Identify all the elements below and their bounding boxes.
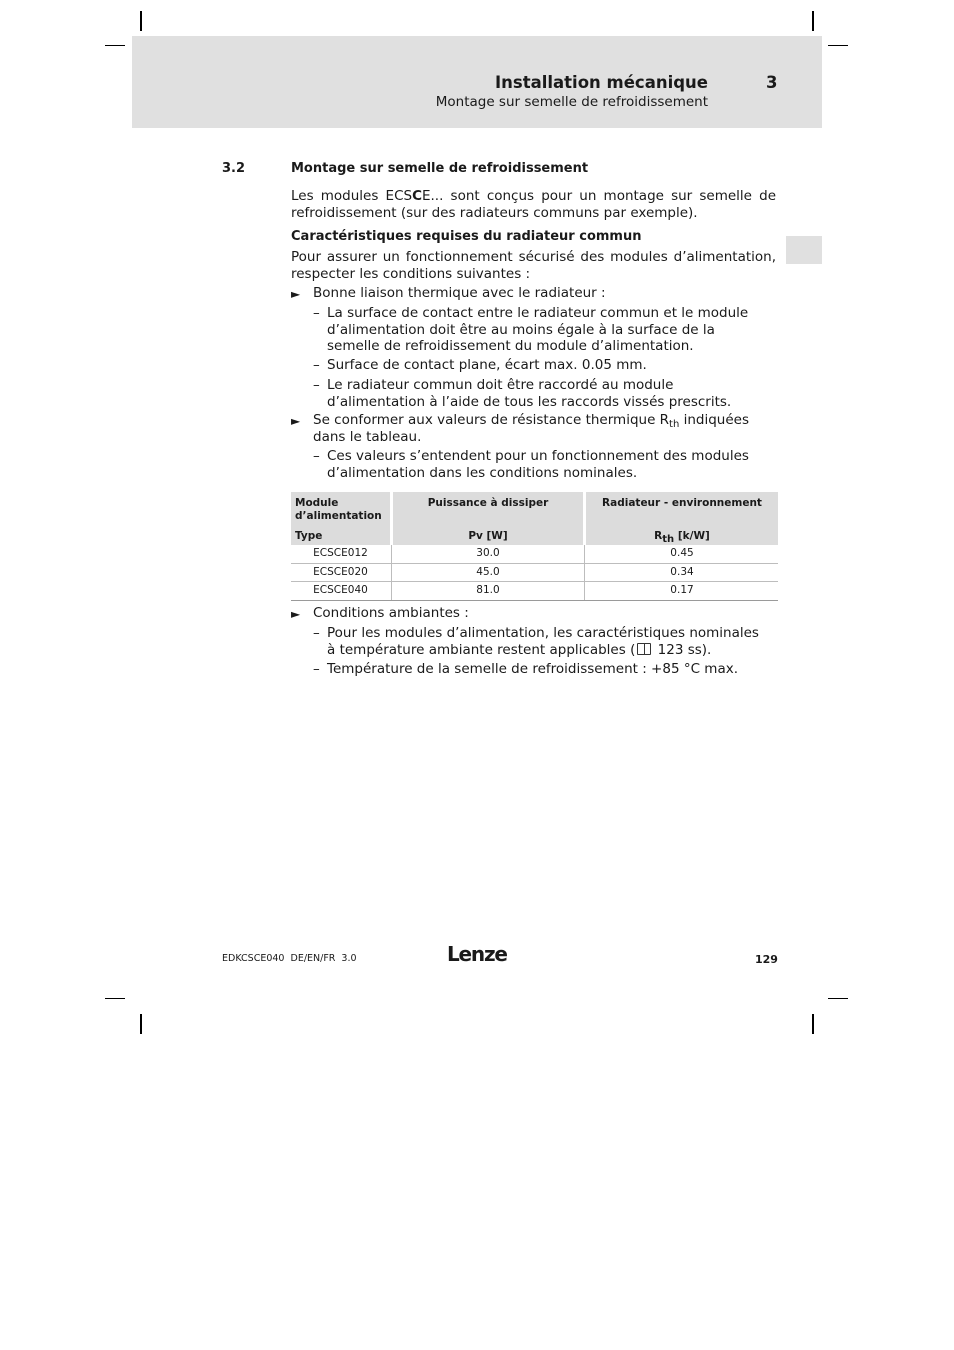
- side-tab-marker: [786, 236, 822, 264]
- crop-mark: [812, 11, 814, 31]
- bullet-ambient-conditions: Conditions ambiantes :: [313, 605, 469, 621]
- cell-type: ECSCE020: [313, 565, 368, 578]
- requirements-heading: Caractéristiques requises du radiateur commun: [291, 229, 642, 244]
- dash-marker: –: [313, 448, 320, 464]
- crop-mark: [105, 998, 125, 999]
- chapter-subtitle: Montage sur semelle de refroidissement: [435, 94, 708, 110]
- intro-paragraph: Les modules ECSCE... sont conçus pour un montage sur semelle de refroidissement (sur des radiateurs communs par exemple).: [291, 188, 776, 221]
- cell-rth: 0.45: [670, 547, 694, 559]
- cell-type: ECSCE040: [313, 584, 368, 596]
- column-header-radiator: Radiateur - environnement: [602, 497, 762, 509]
- lenze-logo: Lenze: [447, 942, 507, 966]
- crop-mark: [140, 11, 142, 31]
- table-row: [291, 564, 778, 583]
- dash-nominal-conditions: Ces valeurs s’entendent pour un fonctionnement des modules d’alimentation dans les conditions nominales.: [327, 448, 749, 481]
- cell-rth: 0.17: [670, 584, 694, 596]
- cell-power: 30.0: [476, 547, 500, 559]
- dash-heatsink-temperature: Température de la semelle de refroidissement : +85 °C max.: [327, 661, 739, 677]
- dash-marker: –: [313, 305, 320, 321]
- chapter-title: Installation mécanique: [495, 73, 708, 92]
- header-band: [132, 36, 822, 128]
- column-subheader-pv: Pv [W]: [468, 530, 508, 542]
- dash-contact-surface: La surface de contact entre le radiateur commun et le module d’alimentation doit être au moins égale à la surface de la semelle de refroidissement du module d’alimentation.: [327, 305, 749, 354]
- document-id: EDKCSCE040 DE/EN/FR 3.0: [222, 953, 357, 964]
- dash-nominal-ratings: Pour les modules d’alimentation, les caractéristiques nominales à température ambiante restent applicables ( 123 ss).: [327, 625, 759, 658]
- crop-mark: [828, 998, 848, 999]
- column-header-power: Puissance à dissiper: [427, 497, 549, 509]
- book-reference-icon: [637, 643, 651, 655]
- dash-screw-connections: Le radiateur commun doit être raccordé au module d’alimentation à l’aide de tous les raccords vissés prescrits.: [327, 377, 732, 410]
- cell-power: 81.0: [476, 584, 500, 596]
- bullet-thermal-resistance: Se conformer aux valeurs de résistance thermique $R_{th}$ indiquées dans le tableau.: [313, 412, 750, 445]
- requirements-intro: Pour assurer un fonctionnement sécurisé des modules d’alimentation, respecter les conditions suivantes :: [291, 249, 776, 282]
- section-title: Montage sur semelle de refroidissement: [291, 161, 589, 176]
- column-subheader-type: Type: [295, 530, 323, 542]
- column-subheader-rth: $R_{th}$ [k/W]: [654, 530, 710, 545]
- dash-flatness: Surface de contact plane, écart max. 0.05 mm.: [327, 357, 647, 373]
- crop-mark: [105, 45, 125, 46]
- table-row: [291, 545, 778, 564]
- dash-marker: –: [313, 357, 320, 373]
- crop-mark: [828, 45, 848, 46]
- thermal-resistance-table: [291, 492, 778, 601]
- dash-marker: –: [313, 377, 320, 393]
- dash-marker: –: [313, 625, 320, 641]
- table-header-cell: [393, 492, 583, 545]
- bullet-marker: ►: [291, 607, 301, 621]
- cell-rth: 0.34: [670, 565, 694, 578]
- table-row: [291, 582, 778, 601]
- page-number: 129: [755, 953, 778, 966]
- crop-mark: [812, 1014, 814, 1034]
- bullet-marker: ►: [291, 414, 301, 428]
- column-header-module: Module d’alimentation: [295, 497, 382, 522]
- table-header-cell: [291, 492, 390, 545]
- chapter-number: 3: [766, 73, 778, 92]
- cell-power: 45.0: [476, 565, 500, 578]
- bullet-marker: ►: [291, 287, 301, 301]
- dash-marker: –: [313, 661, 320, 677]
- section-number: 3.2: [222, 161, 246, 176]
- crop-mark: [140, 1014, 142, 1034]
- bullet-thermal-link: Bonne liaison thermique avec le radiateur :: [313, 285, 606, 301]
- cell-type: ECSCE012: [313, 547, 368, 559]
- table-header: [291, 492, 778, 545]
- table-header-cell: [586, 492, 778, 545]
